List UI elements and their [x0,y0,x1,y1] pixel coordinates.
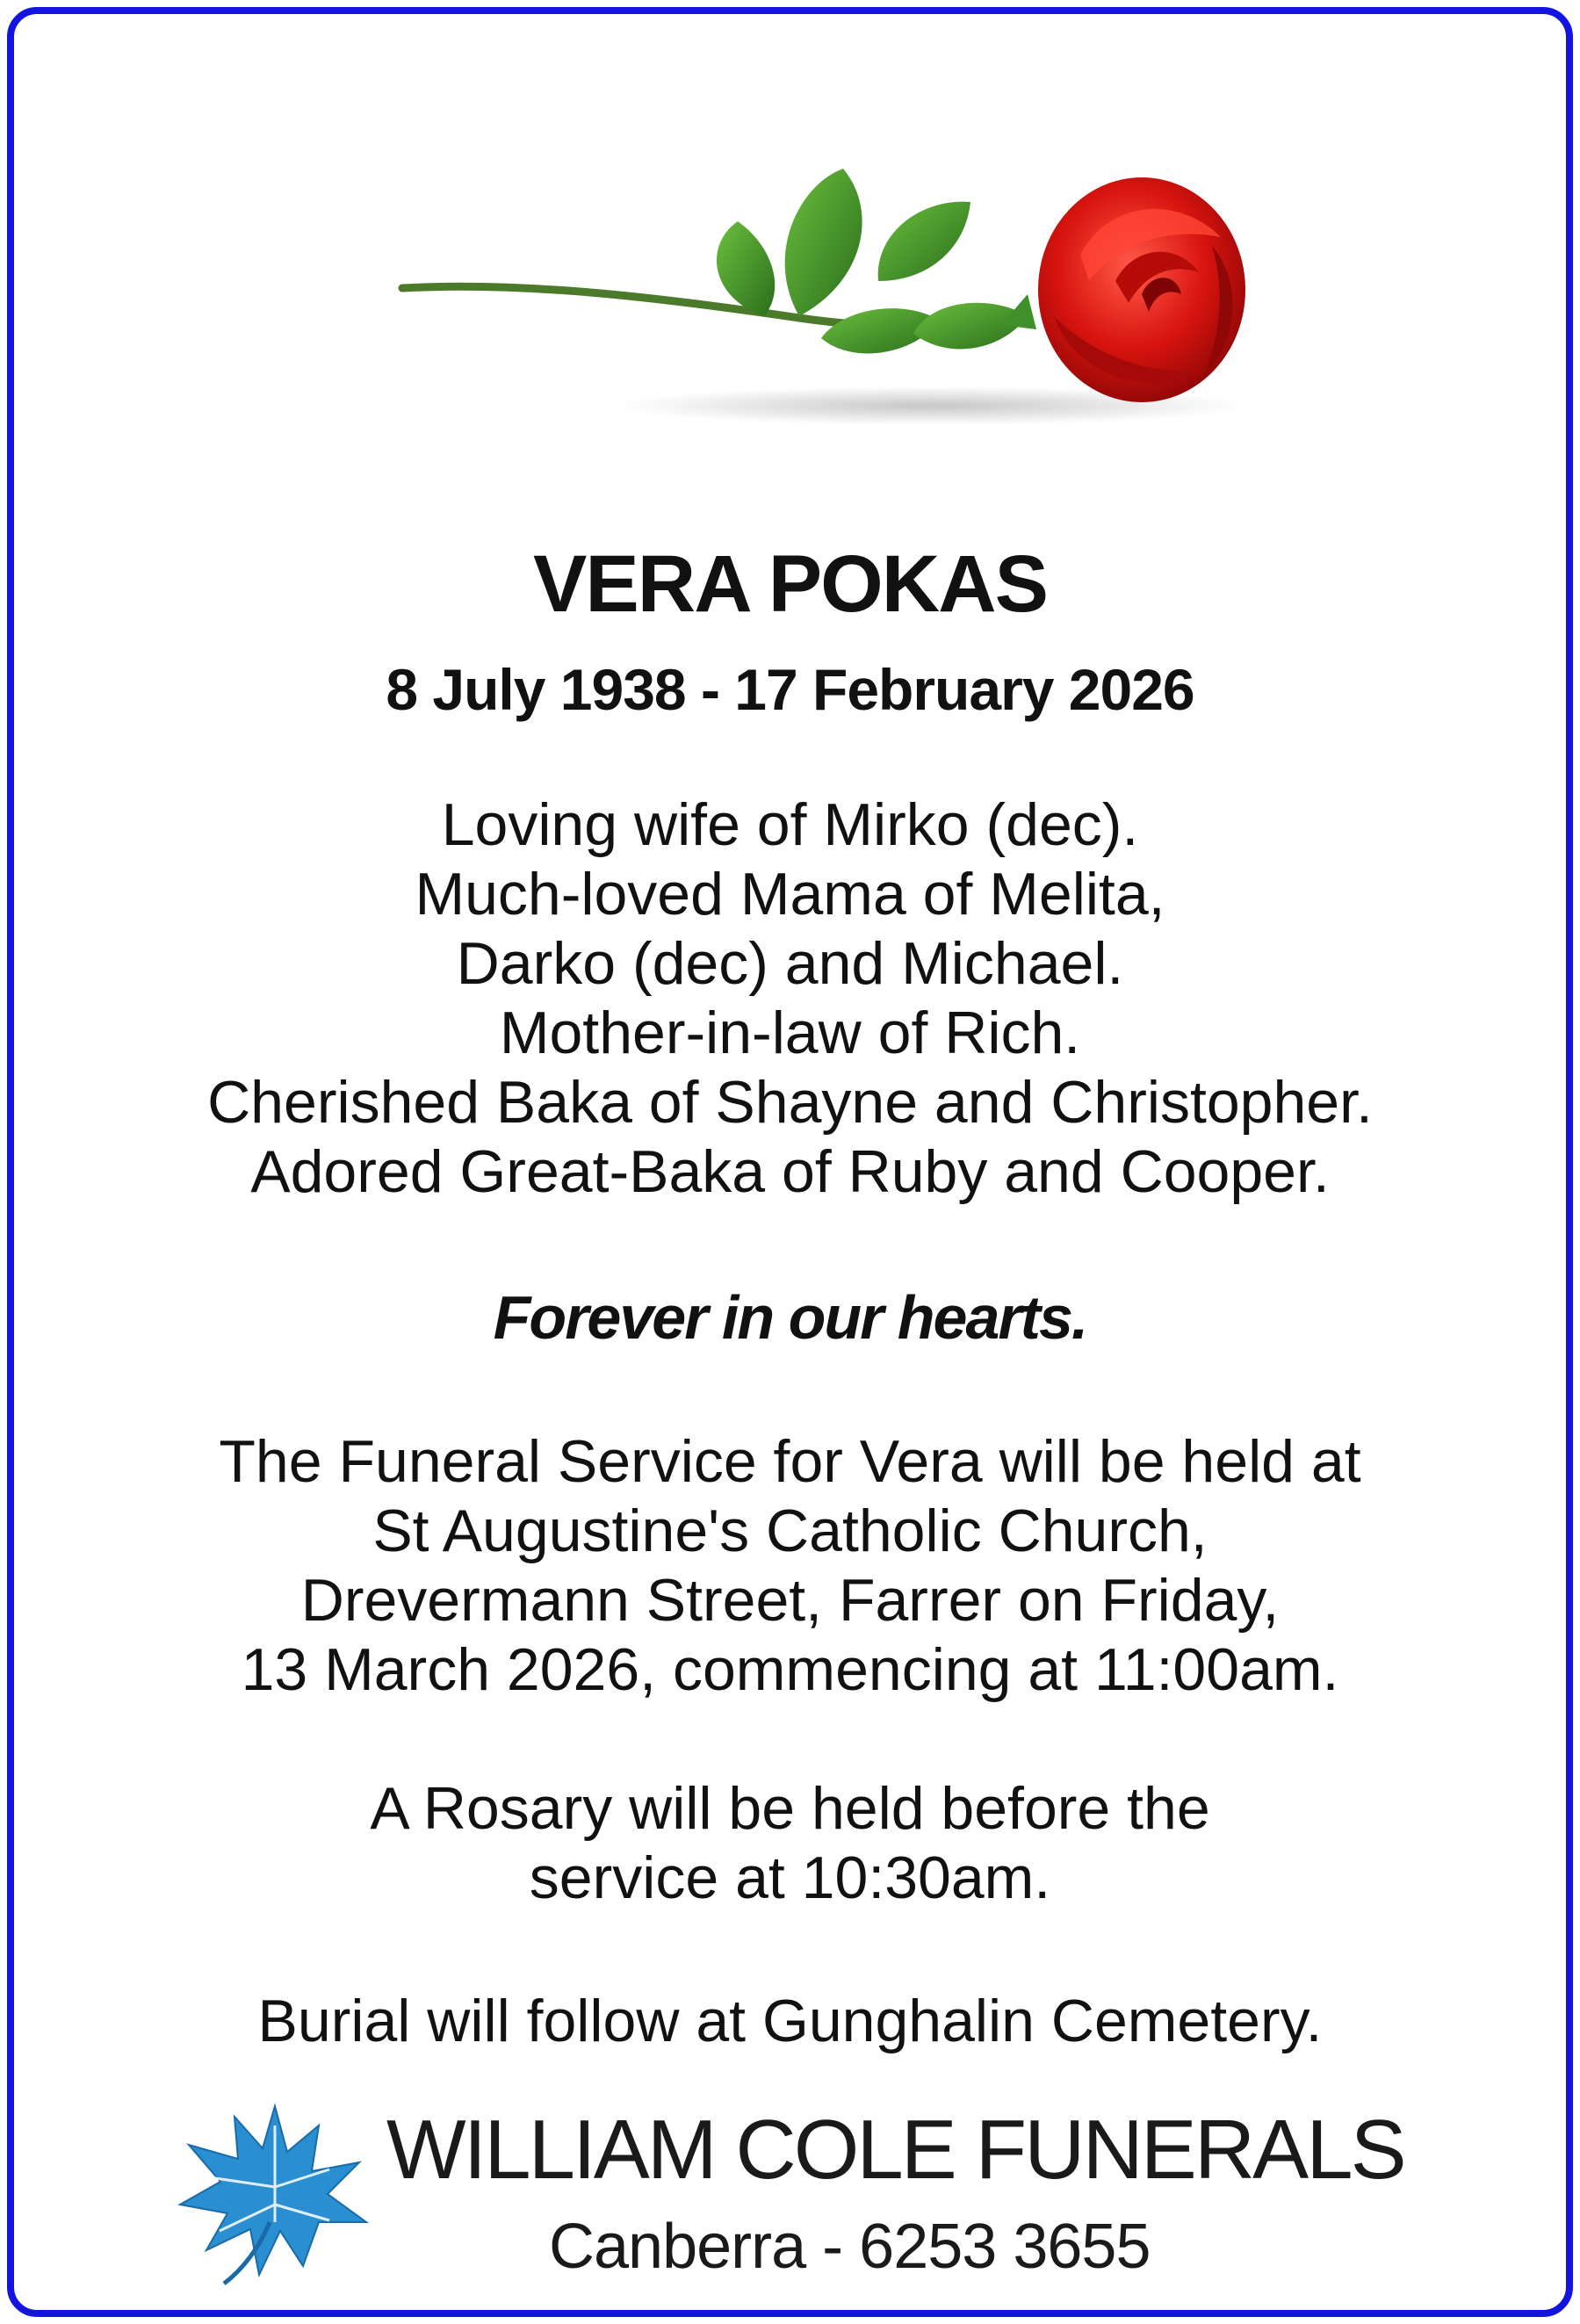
logo-company-name: WILLIAM COLE FUNERALS [386,2103,1404,2197]
red-rose-icon [386,149,1247,439]
family-tribute [0,790,1580,1207]
family-line: Darko (dec) and Michael. [456,930,1124,997]
service-line: 13 March 2026, commencing at 11:00am. [241,1636,1339,1703]
family-line: Mother-in-law of Rich. [499,1000,1081,1066]
maple-leaf-icon [171,2090,373,2288]
life-dates: 8 July 1938 - 17 February 2026 [386,657,1194,722]
family-line: Much-loved Mama of Melita, [415,861,1165,927]
rosary-line: service at 10:30am. [529,1844,1051,1911]
family-line: Adored Great-Baka of Ruby and Cooper. [250,1138,1330,1205]
service-details [0,1427,1580,1705]
service-line: The Funeral Service for Vera will be held at [219,1428,1361,1495]
service-line: St Augustine's Catholic Church, [372,1498,1208,1564]
rosary-details [0,1774,1580,1913]
service-line: Drevermann Street, Farrer on Friday, [300,1567,1280,1634]
family-line: Loving wife of Mirko (dec). [441,791,1139,858]
burial-details: Burial will follow at Gunghalin Cemetery. [257,1988,1323,2054]
family-line: Cherished Baka of Shayne and Christopher. [207,1069,1373,1136]
deceased-name: VERA POKAS [533,539,1047,629]
rosary-line: A Rosary will be held before the [370,1775,1210,1842]
logo-contact: Canberra - 6253 3655 [549,2212,1151,2282]
tribute-message: Forever in our hearts. [493,1283,1087,1352]
funeral-home-logo [171,2090,1436,2292]
